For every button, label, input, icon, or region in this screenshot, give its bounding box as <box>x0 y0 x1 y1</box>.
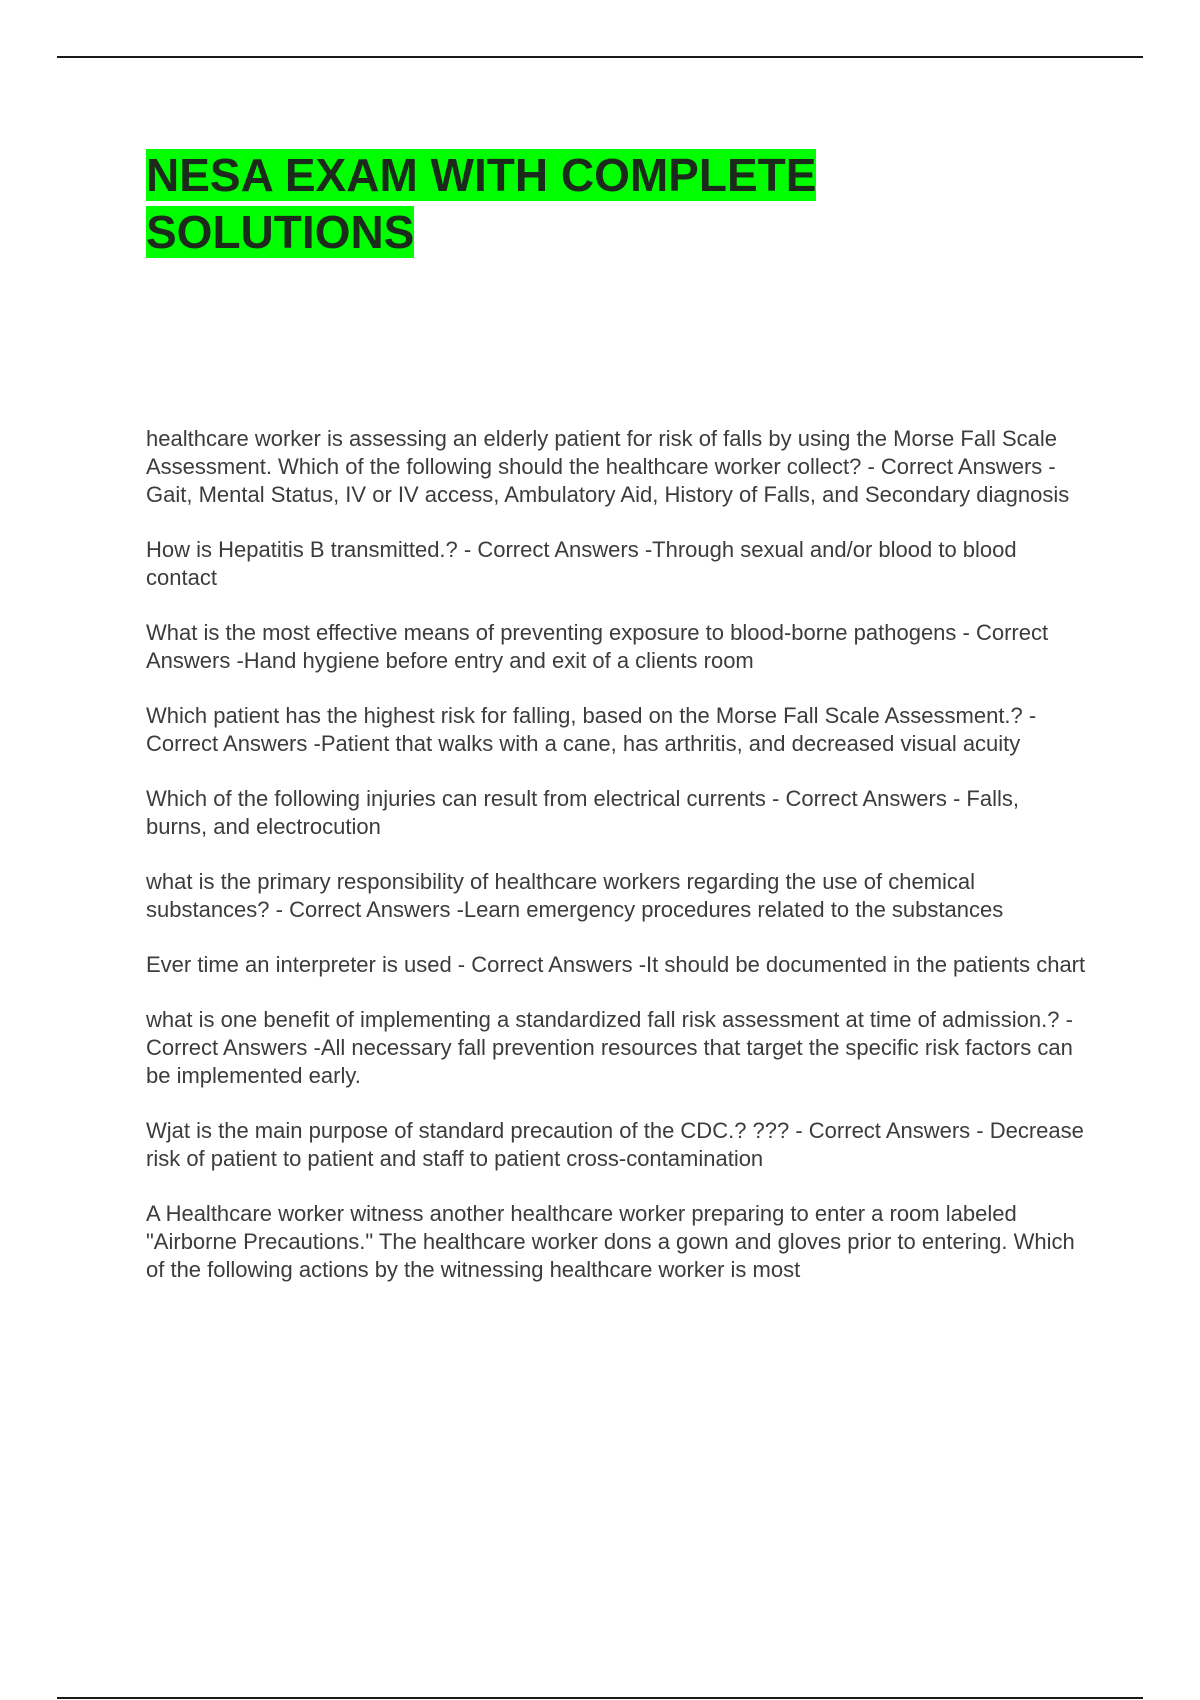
qa-item: How is Hepatitis B transmitted.? - Correct Answers -Through sexual and/or blood to blood contact <box>146 537 1017 590</box>
qa-item: What is the most effective means of preventing exposure to blood-borne pathogens - Correct Answers -Hand hygiene before entry and exit of a clients room <box>146 620 1049 673</box>
page-title <box>146 147 866 261</box>
qa-item: Ever time an interpreter is used - Correct Answers -It should be documented in the patients chart <box>146 952 1086 977</box>
qa-item: Which patient has the highest risk for falling, based on the Morse Fall Scale Assessment.? - Correct Answers -Patient that walks with a cane, has arthritis, and decreased visual acuity <box>146 703 1037 756</box>
title-highlight: NESA EXAM WITH COMPLETE SOLUTIONS <box>146 149 817 258</box>
qa-list <box>146 425 1086 1311</box>
top-divider <box>57 56 1143 58</box>
qa-item: A Healthcare worker witness another healthcare worker preparing to enter a room labeled "Airborne Precautions." The healthcare worker dons a gown and gloves prior to entering. Which of the following actions by the witnessing healthcare worker is most <box>146 1201 1075 1282</box>
qa-item: healthcare worker is assessing an elderly patient for risk of falls by using the Morse Fall Scale Assessment. Which of the following should the healthcare worker collect? - Correct Answers -Gait, Mental Status, IV or IV access, Ambulatory Aid, History of Falls, and Secondary diagnosis <box>146 426 1070 507</box>
qa-item: what is the primary responsibility of healthcare workers regarding the use of chemical substances? - Correct Answers -Learn emergency procedures related to the substances <box>146 869 1004 922</box>
qa-item: what is one benefit of implementing a standardized fall risk assessment at time of admission.? - Correct Answers -All necessary fall prevention resources that target the specific risk factors can be implemented early. <box>146 1007 1073 1088</box>
bottom-divider <box>57 1697 1143 1699</box>
qa-item: Which of the following injuries can result from electrical currents - Correct Answers - Falls, burns, and electrocution <box>146 786 1019 839</box>
qa-item: Wjat is the main purpose of standard precaution of the CDC.? ??? - Correct Answers - Decrease risk of patient to patient and staff to patient cross-contamination <box>146 1118 1084 1171</box>
